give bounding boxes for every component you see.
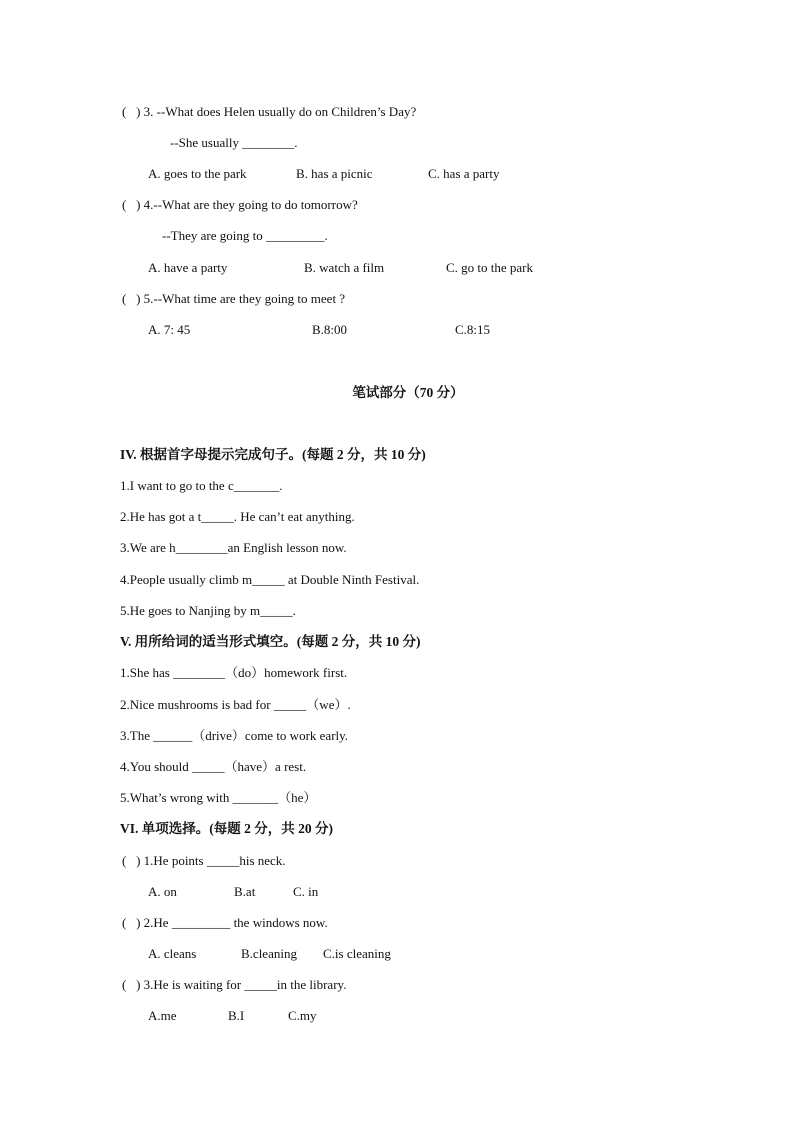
- section-5-item-4: 4.You should _____（have）a rest.: [120, 759, 307, 774]
- section-6-question-2-stem: ( ) 2.He _________ the windows now.: [122, 915, 328, 930]
- question-5-option-a: A. 7: 45: [148, 322, 191, 337]
- section-6-question-1-option-b: B.at: [234, 884, 256, 899]
- section-4-item-1: 1.I want to go to the c_______.: [120, 478, 283, 493]
- section-6-heading: VI. 单项选择。(每题 2 分，共 20 分): [120, 821, 333, 836]
- section-4-heading: IV. 根据首字母提示完成句子。(每题 2 分，共 10 分): [120, 447, 426, 462]
- question-3-option-b: B. has a picnic: [296, 166, 373, 181]
- question-5-stem: ( ) 5.--What time are they going to meet ?: [122, 291, 346, 306]
- question-4-stem: ( ) 4.--What are they going to do tomorrow?: [122, 197, 358, 212]
- section-6-question-2-option-b: B.cleaning: [241, 946, 297, 961]
- section-6-question-3-option-c: C.my: [288, 1008, 317, 1023]
- question-3-stem: ( ) 3. --What does Helen usually do on Children’s Day?: [122, 104, 417, 119]
- question-4-option-a: A. have a party: [148, 260, 228, 275]
- question-3-option-a: A. goes to the park: [148, 166, 247, 181]
- section-6-question-1-stem: ( ) 1.He points _____his neck.: [122, 853, 286, 868]
- section-6-question-1-option-a: A. on: [148, 884, 177, 899]
- section-6-question-3-stem: ( ) 3.He is waiting for _____in the library.: [122, 977, 347, 992]
- section-6-question-3-option-a: A.me: [148, 1008, 177, 1023]
- question-4-answer-line: --They are going to _________.: [162, 228, 328, 243]
- question-4-option-c: C. go to the park: [446, 260, 534, 275]
- section-6-question-3-option-b: B.I: [228, 1008, 245, 1023]
- question-5-option-b: B.8:00: [312, 322, 348, 337]
- section-6-question-2-option-c: C.is cleaning: [323, 946, 391, 961]
- section-4-item-5: 5.He goes to Nanjing by m_____.: [120, 603, 296, 618]
- section-5-heading: V. 用所给词的适当形式填空。(每题 2 分，共 10 分): [120, 634, 421, 649]
- section-4-item-2: 2.He has got a t_____. He can’t eat anything.: [120, 509, 355, 524]
- question-4-option-b: B. watch a film: [304, 260, 385, 275]
- section-6-question-1-option-c: C. in: [293, 884, 319, 899]
- section-4-item-4: 4.People usually climb m_____ at Double Ninth Festival.: [120, 572, 420, 587]
- section-5-item-5: 5.What’s wrong with _______（he）: [120, 790, 317, 805]
- question-3-option-c: C. has a party: [428, 166, 500, 181]
- question-5-option-c: C.8:15: [455, 322, 491, 337]
- section-4-item-3: 3.We are h________an English lesson now.: [120, 540, 347, 555]
- written-part-title: 笔试部分（70 分）: [352, 385, 464, 400]
- section-6-question-2-option-a: A. cleans: [148, 946, 197, 961]
- section-5-item-3: 3.The ______（drive）come to work early.: [120, 728, 349, 743]
- question-3-answer-line: --She usually ________.: [170, 135, 298, 150]
- section-5-item-1: 1.She has ________（do）homework first.: [120, 665, 348, 680]
- section-5-item-2: 2.Nice mushrooms is bad for _____（we）.: [120, 697, 351, 712]
